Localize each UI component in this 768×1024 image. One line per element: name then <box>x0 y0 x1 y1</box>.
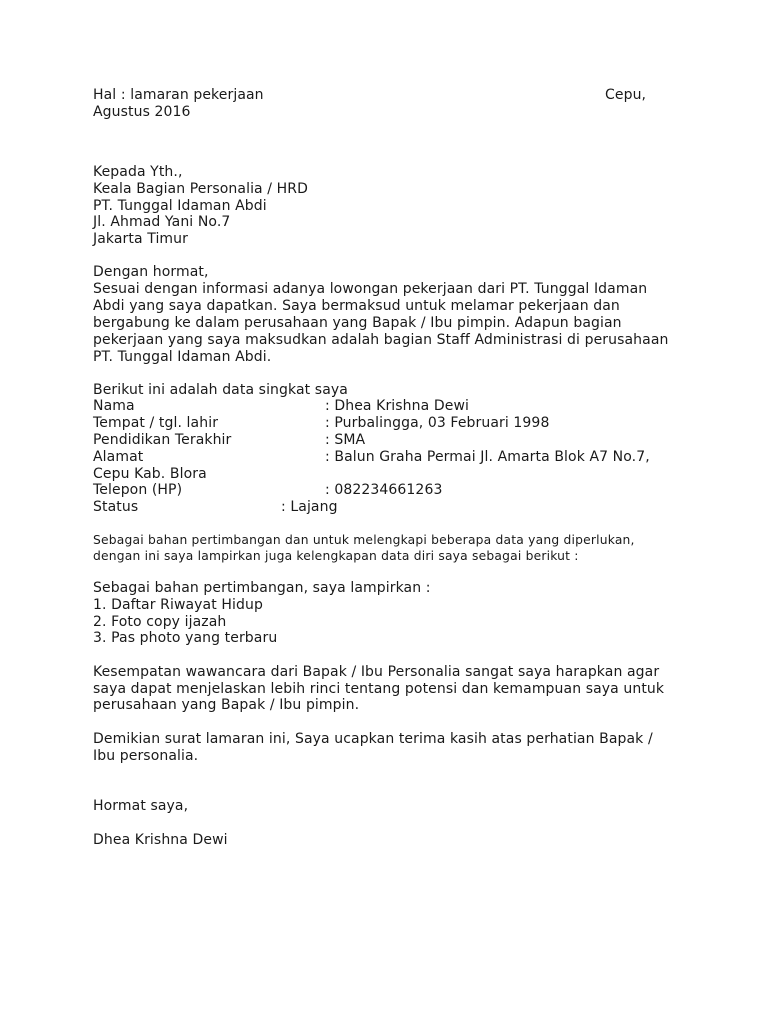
data-value-education: : SMA <box>325 432 366 448</box>
city-label: Cepu, <box>605 87 647 103</box>
recipient-city: Jakarta Timur <box>93 231 189 247</box>
data-label-status: Status <box>93 499 139 515</box>
data-value-address: : Balun Graha Permai Jl. Amarta Blok A7 No.7, <box>325 449 650 465</box>
data-label-phone: Telepon (HP) <box>93 482 183 498</box>
data-label-education: Pendidikan Terakhir <box>93 432 232 448</box>
date-label: Agustus 2016 <box>93 104 191 120</box>
data-label-address: Alamat <box>93 449 144 465</box>
opening-paragraph-line: Abdi yang saya dapatkan. Saya bermaksud untuk melamar pekerjaan dan <box>93 298 620 314</box>
closing-paragraph-line: Demikian surat lamaran ini, Saya ucapkan terima kasih atas perhatian Bapak / <box>93 731 653 747</box>
subject-line: Hal : lamaran pekerjaan <box>93 87 264 103</box>
personal-data-intro: Berikut ini adalah data singkat saya <box>93 382 348 398</box>
attachments-intro: Sebagai bahan pertimbangan, saya lampirkan : <box>93 580 431 596</box>
recipient-street: Jl. Ahmad Yani No.7 <box>93 214 231 230</box>
opening-paragraph-line: pekerjaan yang saya maksudkan adalah bagian Staff Administrasi di perusahaan <box>93 332 669 348</box>
data-label-birth: Tempat / tgl. lahir <box>93 415 219 431</box>
data-value-birth: : Purbalingga, 03 Februari 1998 <box>325 415 550 431</box>
data-label-name: Nama <box>93 398 135 414</box>
data-address-continuation: Cepu Kab. Blora <box>93 466 207 482</box>
attachment-item: 1. Daftar Riwayat Hidup <box>93 597 263 613</box>
closing-salutation: Hormat saya, <box>93 798 189 814</box>
interview-paragraph-line: perusahaan yang Bapak / Ibu pimpin. <box>93 697 360 713</box>
interview-paragraph-line: saya dapat menjelaskan lebih rinci tentang potensi dan kemampuan saya untuk <box>93 681 665 697</box>
opening-paragraph-line: PT. Tunggal Idaman Abdi. <box>93 349 272 365</box>
consideration-line: Sebagai bahan pertimbangan dan untuk melengkapi beberapa data yang diperlukan, <box>93 533 635 547</box>
recipient-position: Keala Bagian Personalia / HRD <box>93 181 308 197</box>
recipient-company: PT. Tunggal Idaman Abdi <box>93 198 267 214</box>
data-value-name: : Dhea Krishna Dewi <box>325 398 469 414</box>
greeting: Dengan hormat, <box>93 264 209 280</box>
recipient-salutation: Kepada Yth., <box>93 164 183 180</box>
signature-name: Dhea Krishna Dewi <box>93 832 228 848</box>
data-value-phone: : 082234661263 <box>325 482 443 498</box>
consideration-line: dengan ini saya lampirkan juga kelengkapan data diri saya sebagai berikut : <box>93 549 579 563</box>
attachment-item: 2. Foto copy ijazah <box>93 614 227 630</box>
opening-paragraph-line: bergabung ke dalam perusahaan yang Bapak / Ibu pimpin. Adapun bagian <box>93 315 622 331</box>
interview-paragraph-line: Kesempatan wawancara dari Bapak / Ibu Personalia sangat saya harapkan agar <box>93 664 660 680</box>
closing-paragraph-line: Ibu personalia. <box>93 748 199 764</box>
opening-paragraph-line: Sesuai dengan informasi adanya lowongan pekerjaan dari PT. Tunggal Idaman <box>93 281 648 297</box>
attachment-item: 3. Pas photo yang terbaru <box>93 630 278 646</box>
data-value-status: : Lajang <box>281 499 338 515</box>
